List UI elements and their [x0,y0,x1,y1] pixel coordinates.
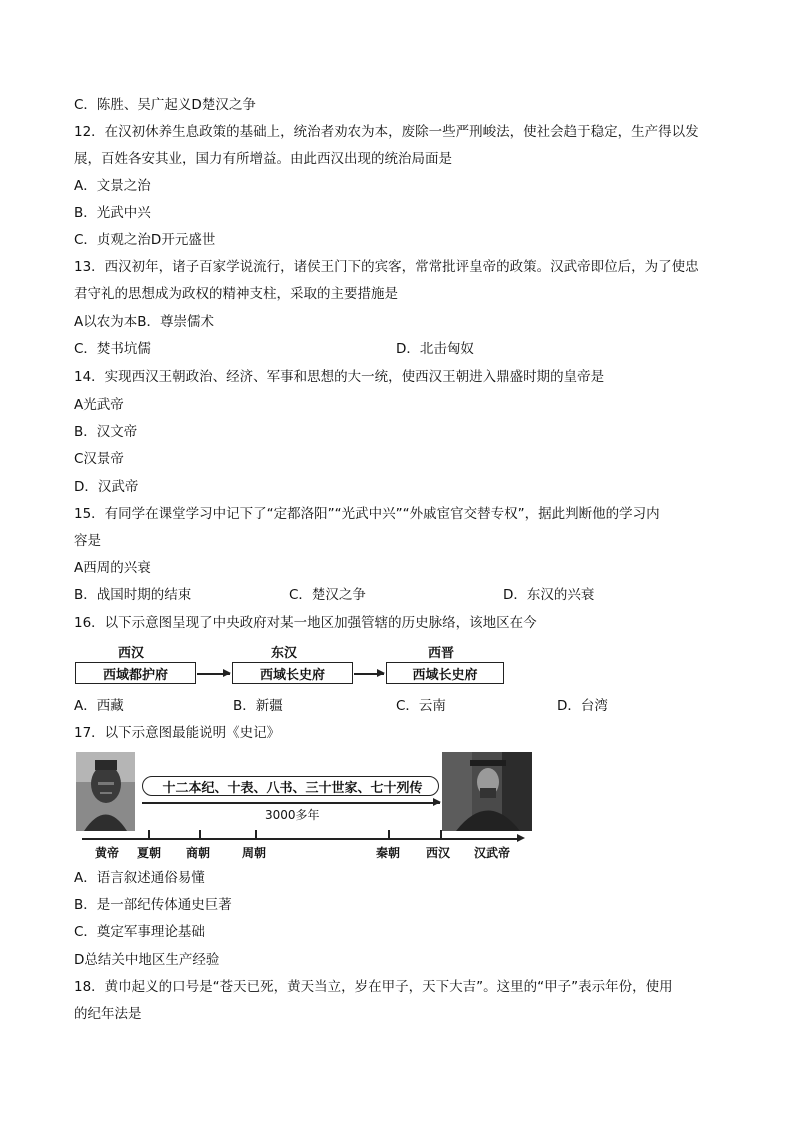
timeline-label: 西汉 [426,846,451,860]
question-14-option-b: B．汉文帝 [74,424,138,440]
timeline-tick [440,830,442,838]
question-18-stem-cont: 的纪年法是 [74,1006,142,1022]
question-17-option-a: A．语言叙述通俗易懂 [74,870,205,886]
question-14-option-a: A光武帝 [74,397,124,413]
admin-box: 西域长史府 [386,662,504,684]
banner-text: 十二本纪、十表、八书、三十世家、七十列传 [162,781,423,796]
question-17-stem: 17．以下示意图最能说明《史记》 [74,725,281,741]
question-15-stem-cont: 容是 [74,533,101,549]
question-13-option-d: D．北击匈奴 [396,341,474,357]
arrow-icon [517,834,525,842]
arrow-icon [354,673,384,675]
timeline-label: 黄帝 [95,846,120,860]
timeline-tick [148,830,150,838]
question-17-option-c: C．奠定军事理论基础 [74,924,205,940]
question-16-option-d: D．台湾 [557,698,608,714]
option-line: C．陈胜、吴广起义D楚汉之争 [74,97,256,113]
question-13-stem-cont: 君守礼的思想成为政权的精神支柱，采取的主要措施是 [74,286,398,302]
timeline-label: 商朝 [186,846,211,860]
question-12-option-b: B．光武中兴 [74,205,151,221]
question-15-option-c: C．楚汉之争 [289,587,366,603]
question-16-stem: 16．以下示意图呈现了中央政府对某一地区加强管辖的历史脉络，该地区在今 [74,615,537,631]
question-15-stem: 15．有同学在课堂学习中记下了“定都洛阳”“光武中兴”“外戚宦官交替专权”，据此判断他的学习内 [74,506,660,522]
question-16-option-b: B．新疆 [233,698,283,714]
timeline-label: 汉武帝 [474,846,511,860]
arrow-icon [142,802,440,804]
timeline-tick [199,830,201,838]
question-15-option-d: D．东汉的兴衰 [503,587,595,603]
timeline-label: 周朝 [242,846,267,860]
timeline-tick [388,830,390,838]
arrow-icon [197,673,230,675]
question-14-option-d: D．汉武帝 [74,479,139,495]
question-15-option-a: A西周的兴衰 [74,560,151,576]
question-12-stem-cont: 展，百姓各安其业，国力有所增益。由此西汉出现的统治局面是 [74,151,452,167]
question-13-stem: 13．西汉初年，诸子百家学说流行，诸侯王门下的宾客，常常批评皇帝的政策。汉武帝即位后，为了使忠 [74,259,699,275]
question-14-option-c: C汉景帝 [74,451,124,467]
question-15-option-b: B．战国时期的结束 [74,587,192,603]
timeline-label: 秦朝 [376,846,401,860]
question-12-stem: 12．在汉初休养生息政策的基础上，统治者劝农为本，废除一些严刑峻法，使社会趋于稳定，生产得以发 [74,124,699,140]
timeline-label: 夏朝 [137,846,162,860]
question-17-option-d: D总结关中地区生产经验 [74,952,220,968]
era-label: 西汉 [118,646,145,661]
question-12-option-c: C．贞观之治D开元盛世 [74,232,216,248]
admin-box: 西域都护府 [75,662,196,684]
timeline-axis [82,838,518,840]
question-13-option-c: C．焚书坑儒 [74,341,151,357]
question-16-option-a: A．西藏 [74,698,124,714]
question-12-option-a: A．文景之治 [74,178,151,194]
han-wudi-portrait-image [442,752,532,831]
admin-box: 西域长史府 [232,662,353,684]
span-label: 3000多年 [265,808,320,822]
question-16-option-c: C．云南 [396,698,446,714]
question-17-option-b: B．是一部纪传体通史巨著 [74,897,232,913]
question-13-option-a: A以农为本B．尊崇儒术 [74,314,214,330]
era-label: 西晋 [428,646,455,661]
timeline-tick [255,830,257,838]
huangdi-portrait-image [76,752,135,831]
era-label: 东汉 [271,646,298,661]
question-18-stem: 18．黄巾起义的口号是“苍天已死，黄天当立，岁在甲子，天下大吉”。这里的“甲子”表示年份，使用 [74,979,673,995]
question-14-stem: 14．实现西汉王朝政治、经济、军事和思想的大一统，使西汉王朝进入鼎盛时期的皇帝是 [74,369,605,385]
